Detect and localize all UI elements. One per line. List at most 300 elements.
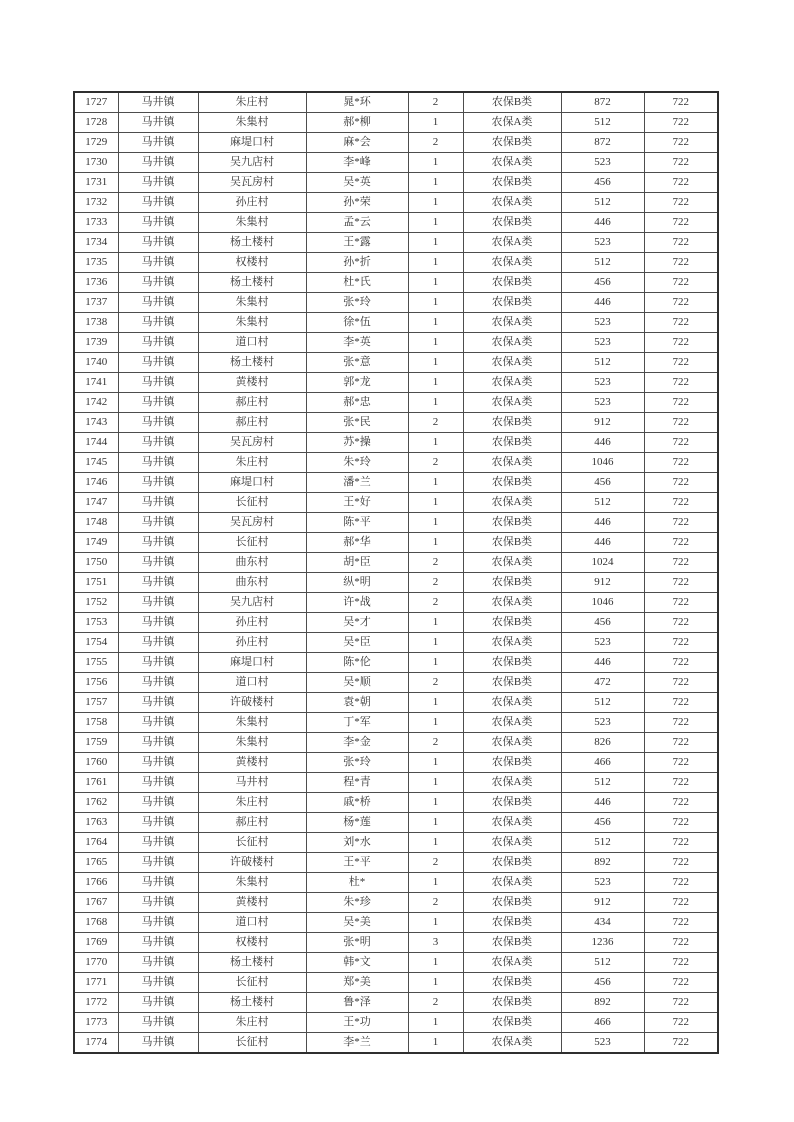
- table-row: [74, 653, 718, 673]
- cell-person-name: 韩*文: [306, 953, 408, 973]
- table-row: [74, 733, 718, 753]
- cell-insurance-category: 农保B类: [463, 993, 561, 1013]
- cell-amount: 523: [561, 233, 644, 253]
- cell-insurance-category: 农保A类: [463, 713, 561, 733]
- cell-village: 吴瓦房村: [198, 433, 306, 453]
- cell-town: 马井镇: [118, 993, 198, 1013]
- cell-village: 黄楼村: [198, 753, 306, 773]
- cell-fixed-value: 722: [644, 193, 718, 213]
- cell-person-count: 2: [408, 453, 463, 473]
- cell-insurance-category: 农保B类: [463, 173, 561, 193]
- cell-amount: 446: [561, 513, 644, 533]
- cell-amount: 512: [561, 773, 644, 793]
- cell-person-count: 1: [408, 473, 463, 493]
- cell-serial-number: 1727: [74, 92, 118, 113]
- cell-insurance-category: 农保A类: [463, 773, 561, 793]
- cell-insurance-category: 农保B类: [463, 293, 561, 313]
- cell-insurance-category: 农保A类: [463, 633, 561, 653]
- cell-amount: 456: [561, 973, 644, 993]
- cell-person-count: 1: [408, 393, 463, 413]
- cell-person-name: 吴*臣: [306, 633, 408, 653]
- cell-insurance-category: 农保A类: [463, 1033, 561, 1054]
- cell-insurance-category: 农保A类: [463, 693, 561, 713]
- cell-fixed-value: 722: [644, 893, 718, 913]
- table-row: [74, 773, 718, 793]
- cell-serial-number: 1767: [74, 893, 118, 913]
- cell-person-name: 张*意: [306, 353, 408, 373]
- table-row: [74, 633, 718, 653]
- cell-village: 道口村: [198, 673, 306, 693]
- cell-town: 马井镇: [118, 713, 198, 733]
- cell-village: 长征村: [198, 833, 306, 853]
- cell-person-count: 1: [408, 953, 463, 973]
- cell-town: 马井镇: [118, 113, 198, 133]
- cell-town: 马井镇: [118, 673, 198, 693]
- cell-serial-number: 1755: [74, 653, 118, 673]
- cell-fixed-value: 722: [644, 413, 718, 433]
- table-row: [74, 673, 718, 693]
- cell-village: 吴九店村: [198, 153, 306, 173]
- cell-person-count: 1: [408, 493, 463, 513]
- cell-person-name: 袁*朝: [306, 693, 408, 713]
- cell-village: 曲东村: [198, 573, 306, 593]
- cell-amount: 446: [561, 213, 644, 233]
- cell-town: 马井镇: [118, 373, 198, 393]
- cell-amount: 523: [561, 333, 644, 353]
- table-row: [74, 253, 718, 273]
- cell-insurance-category: 农保B类: [463, 933, 561, 953]
- cell-person-name: 吴*才: [306, 613, 408, 633]
- cell-fixed-value: 722: [644, 713, 718, 733]
- cell-village: 杨土楼村: [198, 993, 306, 1013]
- cell-serial-number: 1765: [74, 853, 118, 873]
- cell-person-count: 2: [408, 733, 463, 753]
- cell-village: 权楼村: [198, 253, 306, 273]
- cell-town: 马井镇: [118, 473, 198, 493]
- table-row: [74, 993, 718, 1013]
- cell-village: 朱集村: [198, 293, 306, 313]
- cell-person-name: 王*平: [306, 853, 408, 873]
- cell-person-count: 1: [408, 753, 463, 773]
- cell-insurance-category: 农保A类: [463, 493, 561, 513]
- table-row: [74, 693, 718, 713]
- cell-town: 马井镇: [118, 233, 198, 253]
- cell-serial-number: 1746: [74, 473, 118, 493]
- table-row: [74, 433, 718, 453]
- cell-person-count: 2: [408, 92, 463, 113]
- cell-serial-number: 1748: [74, 513, 118, 533]
- cell-fixed-value: 722: [644, 92, 718, 113]
- cell-serial-number: 1732: [74, 193, 118, 213]
- table-row: [74, 973, 718, 993]
- cell-town: 马井镇: [118, 253, 198, 273]
- table-row: [74, 473, 718, 493]
- cell-amount: 456: [561, 273, 644, 293]
- cell-person-name: 张*明: [306, 933, 408, 953]
- cell-serial-number: 1772: [74, 993, 118, 1013]
- cell-village: 朱集村: [198, 313, 306, 333]
- cell-insurance-category: 农保A类: [463, 373, 561, 393]
- cell-person-name: 许*战: [306, 593, 408, 613]
- cell-person-name: 戚*桥: [306, 793, 408, 813]
- cell-person-name: 刘*水: [306, 833, 408, 853]
- cell-town: 马井镇: [118, 293, 198, 313]
- cell-person-count: 1: [408, 793, 463, 813]
- cell-serial-number: 1769: [74, 933, 118, 953]
- cell-town: 马井镇: [118, 1033, 198, 1054]
- cell-person-count: 2: [408, 553, 463, 573]
- cell-person-name: 李*金: [306, 733, 408, 753]
- cell-town: 马井镇: [118, 873, 198, 893]
- table-body: [74, 92, 718, 1053]
- cell-village: 朱集村: [198, 733, 306, 753]
- cell-insurance-category: 农保B类: [463, 573, 561, 593]
- cell-serial-number: 1773: [74, 1013, 118, 1033]
- cell-fixed-value: 722: [644, 953, 718, 973]
- cell-serial-number: 1728: [74, 113, 118, 133]
- cell-fixed-value: 722: [644, 453, 718, 473]
- cell-person-name: 王*功: [306, 1013, 408, 1033]
- cell-serial-number: 1770: [74, 953, 118, 973]
- cell-fixed-value: 722: [644, 153, 718, 173]
- cell-amount: 446: [561, 793, 644, 813]
- table-row: [74, 333, 718, 353]
- cell-amount: 466: [561, 753, 644, 773]
- cell-town: 马井镇: [118, 533, 198, 553]
- cell-amount: 446: [561, 293, 644, 313]
- cell-village: 杨土楼村: [198, 353, 306, 373]
- cell-person-count: 2: [408, 593, 463, 613]
- cell-fixed-value: 722: [644, 233, 718, 253]
- cell-town: 马井镇: [118, 633, 198, 653]
- cell-fixed-value: 722: [644, 933, 718, 953]
- cell-serial-number: 1739: [74, 333, 118, 353]
- cell-village: 许破楼村: [198, 693, 306, 713]
- table-row: [74, 213, 718, 233]
- cell-insurance-category: 农保B类: [463, 133, 561, 153]
- cell-insurance-category: 农保B类: [463, 853, 561, 873]
- cell-person-name: 杜*氏: [306, 273, 408, 293]
- table-row: [74, 453, 718, 473]
- cell-town: 马井镇: [118, 773, 198, 793]
- cell-village: 朱庄村: [198, 1013, 306, 1033]
- cell-person-name: 孙*折: [306, 253, 408, 273]
- table-row: [74, 893, 718, 913]
- cell-serial-number: 1753: [74, 613, 118, 633]
- cell-insurance-category: 农保B类: [463, 913, 561, 933]
- table-row: [74, 913, 718, 933]
- cell-amount: 523: [561, 1033, 644, 1054]
- cell-fixed-value: 722: [644, 793, 718, 813]
- cell-insurance-category: 农保A类: [463, 453, 561, 473]
- cell-village: 马井村: [198, 773, 306, 793]
- table-row: [74, 413, 718, 433]
- cell-town: 马井镇: [118, 593, 198, 613]
- table-row: [74, 853, 718, 873]
- table-row: [74, 293, 718, 313]
- cell-amount: 512: [561, 693, 644, 713]
- cell-insurance-category: 农保A类: [463, 253, 561, 273]
- cell-amount: 523: [561, 873, 644, 893]
- cell-person-count: 1: [408, 633, 463, 653]
- cell-person-count: 2: [408, 673, 463, 693]
- cell-insurance-category: 农保B类: [463, 92, 561, 113]
- cell-person-count: 1: [408, 653, 463, 673]
- cell-village: 许破楼村: [198, 853, 306, 873]
- cell-fixed-value: 722: [644, 393, 718, 413]
- table-row: [74, 793, 718, 813]
- cell-person-name: 杜*: [306, 873, 408, 893]
- cell-fixed-value: 722: [644, 593, 718, 613]
- cell-village: 吴瓦房村: [198, 173, 306, 193]
- table-row: [74, 133, 718, 153]
- cell-fixed-value: 722: [644, 753, 718, 773]
- cell-person-count: 2: [408, 413, 463, 433]
- cell-person-count: 1: [408, 273, 463, 293]
- cell-serial-number: 1764: [74, 833, 118, 853]
- cell-town: 马井镇: [118, 973, 198, 993]
- cell-insurance-category: 农保A类: [463, 113, 561, 133]
- cell-serial-number: 1743: [74, 413, 118, 433]
- cell-person-count: 1: [408, 873, 463, 893]
- cell-village: 朱庄村: [198, 793, 306, 813]
- cell-town: 马井镇: [118, 553, 198, 573]
- cell-person-count: 1: [408, 1033, 463, 1054]
- cell-village: 道口村: [198, 333, 306, 353]
- cell-amount: 892: [561, 853, 644, 873]
- cell-fixed-value: 722: [644, 1033, 718, 1054]
- cell-insurance-category: 农保A类: [463, 733, 561, 753]
- cell-village: 黄楼村: [198, 373, 306, 393]
- cell-town: 马井镇: [118, 833, 198, 853]
- cell-person-name: 吴*顺: [306, 673, 408, 693]
- cell-village: 朱庄村: [198, 453, 306, 473]
- cell-serial-number: 1750: [74, 553, 118, 573]
- cell-serial-number: 1766: [74, 873, 118, 893]
- table-row: [74, 713, 718, 733]
- cell-fixed-value: 722: [644, 573, 718, 593]
- cell-fixed-value: 722: [644, 773, 718, 793]
- cell-village: 杨土楼村: [198, 953, 306, 973]
- cell-town: 马井镇: [118, 733, 198, 753]
- cell-village: 孙庄村: [198, 613, 306, 633]
- cell-village: 吴瓦房村: [198, 513, 306, 533]
- cell-serial-number: 1762: [74, 793, 118, 813]
- cell-amount: 456: [561, 813, 644, 833]
- cell-town: 马井镇: [118, 413, 198, 433]
- cell-town: 马井镇: [118, 793, 198, 813]
- cell-serial-number: 1759: [74, 733, 118, 753]
- cell-town: 马井镇: [118, 273, 198, 293]
- cell-person-count: 1: [408, 313, 463, 333]
- cell-insurance-category: 农保A类: [463, 333, 561, 353]
- cell-town: 马井镇: [118, 393, 198, 413]
- cell-fixed-value: 722: [644, 1013, 718, 1033]
- cell-person-count: 1: [408, 913, 463, 933]
- cell-person-name: 潘*兰: [306, 473, 408, 493]
- cell-village: 长征村: [198, 493, 306, 513]
- cell-person-count: 2: [408, 993, 463, 1013]
- cell-amount: 523: [561, 713, 644, 733]
- cell-amount: 446: [561, 433, 644, 453]
- cell-person-count: 1: [408, 813, 463, 833]
- cell-fixed-value: 722: [644, 273, 718, 293]
- cell-fixed-value: 722: [644, 553, 718, 573]
- cell-insurance-category: 农保B类: [463, 433, 561, 453]
- cell-village: 朱集村: [198, 873, 306, 893]
- cell-person-count: 1: [408, 773, 463, 793]
- cell-person-name: 李*兰: [306, 1033, 408, 1054]
- cell-amount: 523: [561, 313, 644, 333]
- table-row: [74, 1033, 718, 1054]
- cell-person-count: 1: [408, 373, 463, 393]
- cell-insurance-category: 农保B类: [463, 753, 561, 773]
- cell-serial-number: 1761: [74, 773, 118, 793]
- cell-amount: 466: [561, 1013, 644, 1033]
- cell-person-count: 1: [408, 213, 463, 233]
- cell-village: 黄楼村: [198, 893, 306, 913]
- cell-town: 马井镇: [118, 133, 198, 153]
- cell-serial-number: 1744: [74, 433, 118, 453]
- cell-insurance-category: 农保B类: [463, 533, 561, 553]
- table-row: [74, 233, 718, 253]
- cell-fixed-value: 722: [644, 633, 718, 653]
- cell-person-name: 郑*美: [306, 973, 408, 993]
- table-row: [74, 173, 718, 193]
- cell-person-count: 1: [408, 293, 463, 313]
- cell-person-count: 1: [408, 333, 463, 353]
- cell-person-name: 程*青: [306, 773, 408, 793]
- cell-village: 权楼村: [198, 933, 306, 953]
- cell-village: 朱集村: [198, 213, 306, 233]
- cell-amount: 512: [561, 193, 644, 213]
- cell-insurance-category: 农保B类: [463, 513, 561, 533]
- cell-insurance-category: 农保A类: [463, 953, 561, 973]
- cell-fixed-value: 722: [644, 473, 718, 493]
- table-row: [74, 373, 718, 393]
- cell-serial-number: 1747: [74, 493, 118, 513]
- cell-person-count: 1: [408, 973, 463, 993]
- cell-town: 马井镇: [118, 453, 198, 473]
- cell-town: 马井镇: [118, 92, 198, 113]
- cell-serial-number: 1729: [74, 133, 118, 153]
- cell-insurance-category: 农保B类: [463, 653, 561, 673]
- cell-amount: 456: [561, 613, 644, 633]
- cell-insurance-category: 农保A类: [463, 593, 561, 613]
- cell-fixed-value: 722: [644, 333, 718, 353]
- cell-village: 朱庄村: [198, 92, 306, 113]
- cell-town: 马井镇: [118, 933, 198, 953]
- cell-village: 麻堤口村: [198, 473, 306, 493]
- cell-village: 孙庄村: [198, 633, 306, 653]
- cell-person-count: 2: [408, 853, 463, 873]
- cell-amount: 456: [561, 173, 644, 193]
- cell-fixed-value: 722: [644, 373, 718, 393]
- cell-person-count: 1: [408, 193, 463, 213]
- cell-fixed-value: 722: [644, 173, 718, 193]
- cell-village: 长征村: [198, 533, 306, 553]
- cell-insurance-category: 农保B类: [463, 793, 561, 813]
- cell-person-name: 郭*龙: [306, 373, 408, 393]
- table-row: [74, 593, 718, 613]
- cell-amount: 512: [561, 953, 644, 973]
- table-row: [74, 1013, 718, 1033]
- cell-person-name: 孟*云: [306, 213, 408, 233]
- cell-fixed-value: 722: [644, 653, 718, 673]
- cell-fixed-value: 722: [644, 313, 718, 333]
- cell-person-name: 杨*莲: [306, 813, 408, 833]
- cell-person-count: 2: [408, 573, 463, 593]
- cell-village: 朱集村: [198, 113, 306, 133]
- cell-insurance-category: 农保A类: [463, 153, 561, 173]
- cell-person-name: 张*玲: [306, 753, 408, 773]
- cell-town: 马井镇: [118, 173, 198, 193]
- cell-fixed-value: 722: [644, 493, 718, 513]
- cell-fixed-value: 722: [644, 873, 718, 893]
- cell-person-name: 张*民: [306, 413, 408, 433]
- cell-serial-number: 1768: [74, 913, 118, 933]
- cell-person-name: 吴*英: [306, 173, 408, 193]
- cell-person-count: 1: [408, 693, 463, 713]
- cell-fixed-value: 722: [644, 813, 718, 833]
- table-row: [74, 533, 718, 553]
- cell-village: 麻堤口村: [198, 653, 306, 673]
- cell-serial-number: 1730: [74, 153, 118, 173]
- cell-insurance-category: 农保B类: [463, 413, 561, 433]
- cell-serial-number: 1735: [74, 253, 118, 273]
- cell-serial-number: 1749: [74, 533, 118, 553]
- cell-insurance-category: 农保A类: [463, 873, 561, 893]
- cell-town: 马井镇: [118, 953, 198, 973]
- cell-fixed-value: 722: [644, 693, 718, 713]
- cell-person-name: 王*好: [306, 493, 408, 513]
- cell-village: 杨土楼村: [198, 233, 306, 253]
- cell-amount: 523: [561, 153, 644, 173]
- cell-fixed-value: 722: [644, 973, 718, 993]
- cell-village: 道口村: [198, 913, 306, 933]
- cell-person-count: 1: [408, 233, 463, 253]
- cell-amount: 1024: [561, 553, 644, 573]
- cell-serial-number: 1757: [74, 693, 118, 713]
- cell-insurance-category: 农保A类: [463, 313, 561, 333]
- cell-person-count: 1: [408, 253, 463, 273]
- cell-fixed-value: 722: [644, 673, 718, 693]
- cell-person-count: 1: [408, 113, 463, 133]
- cell-amount: 826: [561, 733, 644, 753]
- cell-serial-number: 1734: [74, 233, 118, 253]
- table-row: [74, 493, 718, 513]
- cell-insurance-category: 农保A类: [463, 813, 561, 833]
- cell-person-name: 吴*美: [306, 913, 408, 933]
- cell-insurance-category: 农保B类: [463, 973, 561, 993]
- cell-serial-number: 1731: [74, 173, 118, 193]
- cell-serial-number: 1752: [74, 593, 118, 613]
- cell-fixed-value: 722: [644, 613, 718, 633]
- cell-amount: 872: [561, 92, 644, 113]
- cell-person-name: 陈*伦: [306, 653, 408, 673]
- cell-town: 马井镇: [118, 913, 198, 933]
- cell-amount: 912: [561, 413, 644, 433]
- cell-insurance-category: 农保A类: [463, 833, 561, 853]
- cell-amount: 456: [561, 473, 644, 493]
- cell-village: 麻堤口村: [198, 133, 306, 153]
- cell-person-name: 郝*忠: [306, 393, 408, 413]
- table-row: [74, 113, 718, 133]
- table-row: [74, 273, 718, 293]
- cell-amount: 446: [561, 653, 644, 673]
- cell-town: 马井镇: [118, 613, 198, 633]
- cell-serial-number: 1774: [74, 1033, 118, 1054]
